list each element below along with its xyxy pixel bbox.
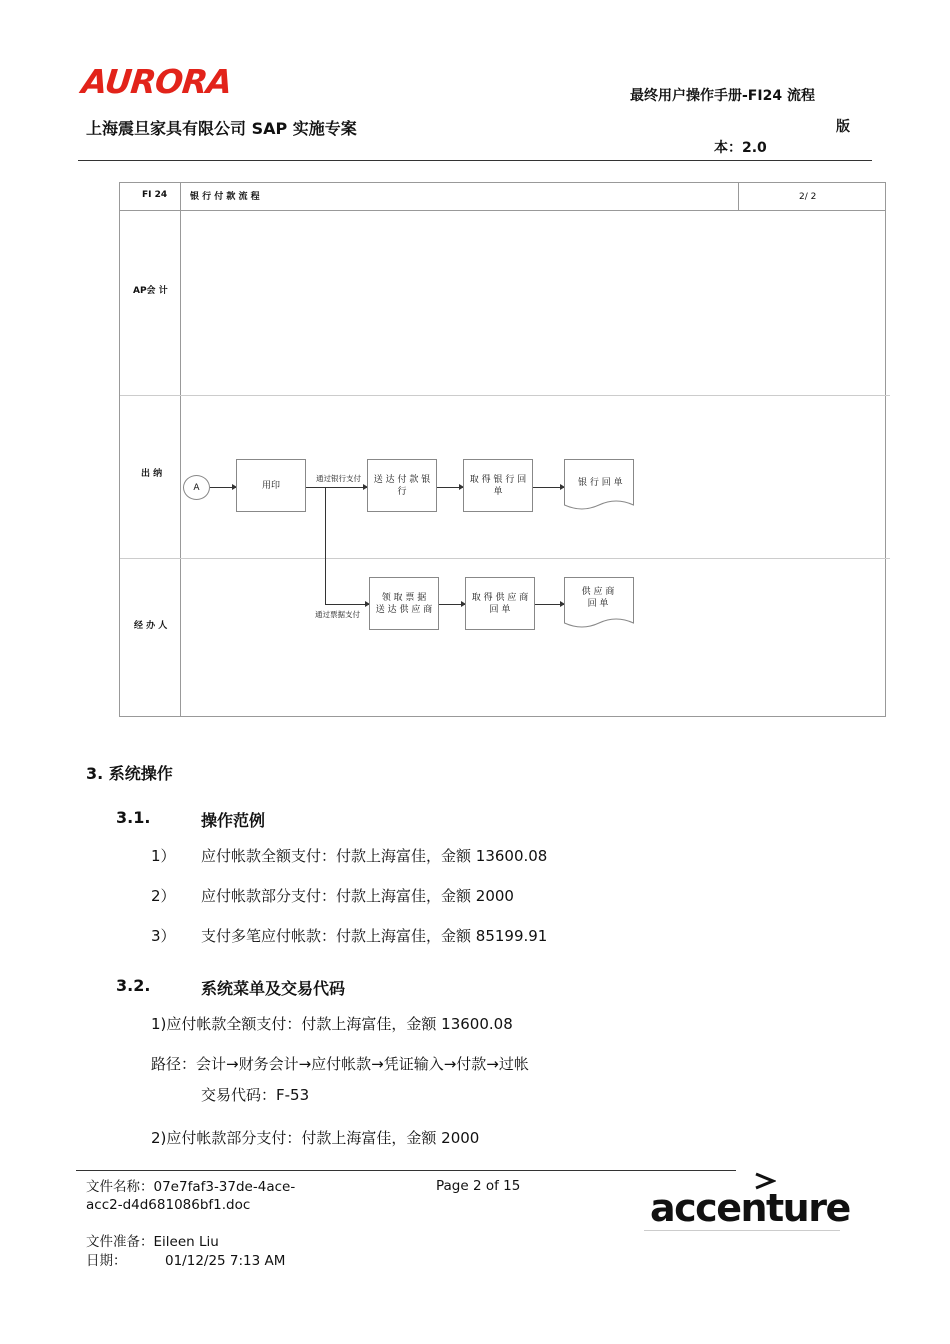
branch-line bbox=[325, 487, 326, 604]
subsection-number: 3.1. bbox=[116, 808, 151, 827]
lane-divider bbox=[120, 395, 890, 396]
vendor-step-receipt: 取 得 供 应 商 回 单 bbox=[465, 577, 535, 630]
bank-step-deliver: 送 达 付 款 银 行 bbox=[367, 459, 437, 512]
flowchart-code: FI 24 bbox=[142, 190, 168, 200]
arrow bbox=[306, 487, 367, 488]
lane-label-divider bbox=[180, 183, 181, 716]
flowchart-page: 2/ 2 bbox=[799, 192, 817, 202]
bank-path-label: 通过银行支付 bbox=[316, 474, 361, 483]
menu-path: 路径：会计→财务会计→应付帐款→凭证输入→付款→过帐 bbox=[151, 1055, 529, 1073]
transaction-code: 交易代码：F-53 bbox=[201, 1086, 310, 1104]
document-title: 最终用户操作手册-FI24 流程 bbox=[630, 88, 815, 104]
bank-step-receipt: 取 得 银 行 回 单 bbox=[463, 459, 533, 512]
footer-page: Page 2 of 15 bbox=[436, 1178, 521, 1194]
version-char: 版 bbox=[836, 119, 850, 135]
footer-prepared: 文件准备：Eileen Liu bbox=[86, 1234, 219, 1250]
flowchart-header-divider bbox=[120, 210, 885, 211]
lane-divider bbox=[120, 558, 890, 559]
subsection-title: 系统菜单及交易代码 bbox=[201, 979, 346, 998]
list-item: 应付帐款部分支付：付款上海富佳，金额 2000 bbox=[201, 887, 514, 905]
footer-filename-2: acc2-d4d681086bf1.doc bbox=[86, 1197, 251, 1213]
lane-cashier: 出 纳 bbox=[141, 469, 163, 479]
footer-filename-1: 文件名称：07e7faf3-37de-4ace- bbox=[86, 1179, 296, 1195]
bank-receipt-label: 银 行 回 单 bbox=[578, 478, 623, 488]
menu-item-1: 1)应付帐款全额支付：付款上海富佳，金额 13600.08 bbox=[151, 1015, 513, 1033]
logo-underline bbox=[644, 1230, 840, 1231]
flowchart bbox=[119, 182, 886, 717]
vendor-receipt-label: 供 应 商 回 单 bbox=[581, 587, 615, 609]
footer-date-label: 日期： bbox=[86, 1253, 127, 1269]
arrow bbox=[325, 604, 369, 605]
connector-a: A bbox=[183, 475, 210, 500]
list-number: 3） bbox=[151, 927, 176, 945]
company-name: 上海震旦家具有限公司 SAP 实施专案 bbox=[86, 119, 357, 138]
flowchart-title: 银 行 付 款 流 程 bbox=[190, 192, 260, 202]
vendor-step-deliver: 领 取 票 据 送 达 供 应 商 bbox=[369, 577, 439, 630]
page-cell-divider bbox=[738, 183, 739, 210]
footer-divider bbox=[76, 1170, 736, 1171]
arrow bbox=[439, 604, 465, 605]
accenture-logo: accenture bbox=[650, 1186, 850, 1230]
subsection-number: 3.2. bbox=[116, 976, 151, 995]
version: 本：2.0 bbox=[714, 140, 767, 156]
arrow bbox=[535, 604, 564, 605]
arrow bbox=[533, 487, 564, 488]
list-number: 2） bbox=[151, 887, 176, 905]
lane-ap: AP会 计 bbox=[133, 286, 168, 296]
note-path-label: 通过票据支付 bbox=[315, 610, 360, 619]
arrow bbox=[437, 487, 463, 488]
list-item: 支付多笔应付帐款：付款上海富佳，金额 85199.91 bbox=[201, 927, 548, 945]
header-divider bbox=[78, 160, 872, 161]
list-item: 应付帐款全额支付：付款上海富佳，金额 13600.08 bbox=[201, 847, 548, 865]
section-heading: 3. 系统操作 bbox=[86, 764, 173, 783]
subsection-title: 操作范例 bbox=[201, 811, 266, 830]
lane-handler: 经 办 人 bbox=[134, 621, 168, 631]
arrow bbox=[210, 487, 236, 488]
list-number: 1） bbox=[151, 847, 176, 865]
footer-date: 01/12/25 7:13 AM bbox=[165, 1253, 286, 1269]
stamp-step: 用印 bbox=[236, 459, 306, 512]
aurora-logo: AURORA bbox=[79, 62, 234, 101]
menu-item-2: 2)应付帐款部分支付：付款上海富佳，金额 2000 bbox=[151, 1129, 480, 1147]
